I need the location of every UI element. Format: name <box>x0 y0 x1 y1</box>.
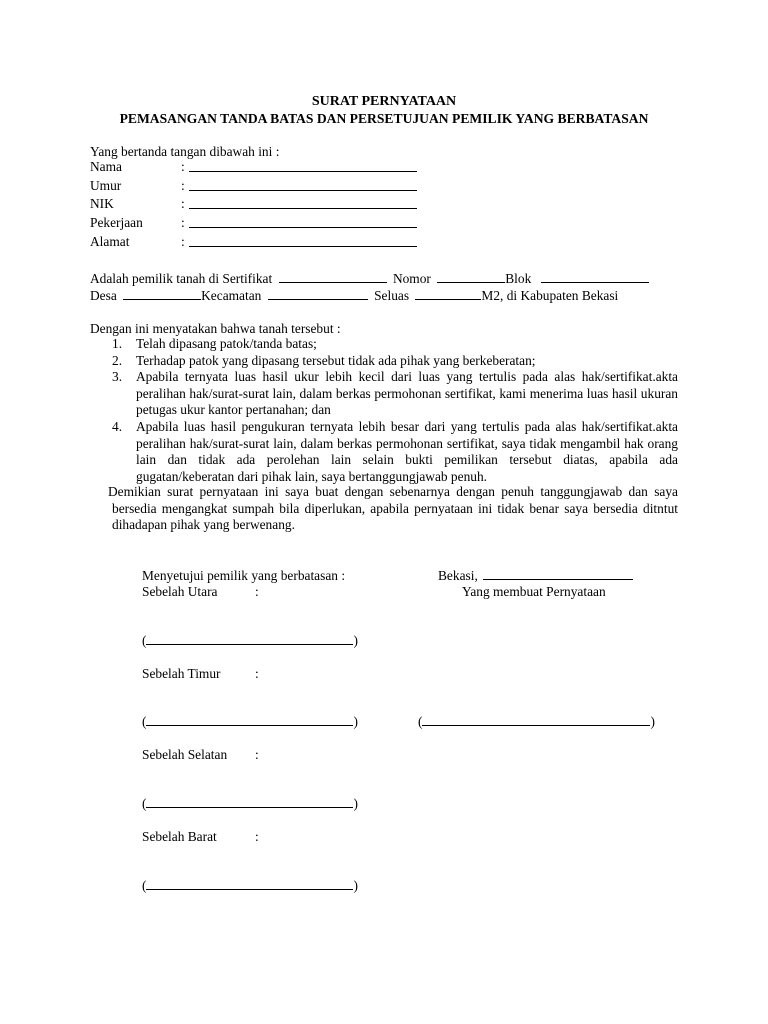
ownership-district-label: Kecamatan <box>201 288 262 303</box>
statement-intro: Dengan ini menyatakan bahwa tanah tersebut : <box>90 321 341 336</box>
field-colon: : <box>181 196 185 211</box>
closing-paragraph: Demikian surat pernyataan ini saya buat dengan sebenarnya dengan penuh tanggungjawab dan saya bersedia mengangkat sumpah bila diperlukan, apabila pernyataan ini tidak benar saya bersedia ditntut dihadapan pihak yang berwenang. <box>108 484 678 533</box>
list-number: 4. <box>112 418 123 434</box>
list-text: Apabila luas hasil pengukuran ternyata lebih besar dari yang tertulis pada alas hak/sertifikat.akta peralihan hak/surat-surat lain, dalam berkas permohonan sertifikat, saya tidak mengambil hak orang lain dan tidak ada perolehan lain selain bukti pemilikan tersebut diatas, apabila ada gugatan/keberatan dari pihak lain, saya bertanggungjawab penuh. <box>136 418 678 484</box>
certificate-blank <box>279 270 387 283</box>
block-blank <box>541 270 649 283</box>
paren-close: ) <box>650 714 655 729</box>
list-number: 3. <box>112 369 123 385</box>
field-nama <box>90 158 420 176</box>
signature-north <box>142 632 358 649</box>
field-colon: : <box>181 234 185 249</box>
approve-label: Menyetujui pemilik yang berbatasan : <box>142 568 346 583</box>
intro-text: Yang bertanda tangan dibawah ini : <box>90 144 280 159</box>
paren-open: ( <box>142 714 147 729</box>
neighbor-east-label: Sebelah Timur <box>142 666 221 681</box>
paren-close: ) <box>353 796 358 811</box>
neighbor-north-colon: : <box>255 584 259 599</box>
field-label: Alamat <box>90 234 130 249</box>
field-blank-line <box>189 190 417 191</box>
field-colon: : <box>181 178 185 193</box>
neighbor-west-colon: : <box>255 829 259 844</box>
paren-close: ) <box>353 714 358 729</box>
ownership-village-label: Desa <box>90 288 117 303</box>
ownership-block-label: Blok <box>505 271 532 286</box>
area-blank <box>415 287 481 300</box>
paren-open: ( <box>142 796 147 811</box>
list-item <box>112 419 678 485</box>
document-title: SURAT PERNYATAAN <box>311 94 457 109</box>
place-label: Bekasi, <box>438 568 478 583</box>
neighbor-east-colon: : <box>255 666 259 681</box>
field-alamat <box>90 233 420 251</box>
paren-open: ( <box>418 714 423 729</box>
field-colon: : <box>181 215 185 230</box>
field-blank-line <box>189 208 417 209</box>
maker-label: Yang membuat Pernyataan <box>462 584 606 599</box>
ownership-line-1 <box>90 270 649 287</box>
ownership-area-label: Seluas <box>374 288 410 303</box>
paren-close: ) <box>353 633 358 648</box>
signature-west <box>142 877 358 894</box>
place-date-line <box>438 567 633 584</box>
paren-open: ( <box>142 878 147 893</box>
list-item <box>112 369 678 419</box>
field-nik <box>90 195 420 213</box>
field-pekerjaan <box>90 214 420 232</box>
ownership-line-2 <box>90 287 618 304</box>
list-text: Apabila ternyata luas hasil ukur lebih kecil dari luas yang tertulis pada alas hak/sertifikat.akta peralihan hak/surat-surat lain, dalam berkas permohonan sertifikat, kami menerima luas hasil ukuran petugas ukur kantor pertanahan; dan <box>136 369 678 418</box>
neighbor-south-label: Sebelah Selatan <box>142 747 228 762</box>
field-colon: : <box>181 159 185 174</box>
ownership-certificate-label: Adalah pemilik tanah di Sertifikat <box>90 271 273 286</box>
neighbor-west-label: Sebelah Barat <box>142 829 217 844</box>
field-blank-line <box>189 171 417 172</box>
neighbor-south-colon: : <box>255 747 259 762</box>
paren-close: ) <box>353 878 358 893</box>
signature-maker <box>418 713 655 730</box>
list-item <box>112 353 678 370</box>
signature-east <box>142 713 358 730</box>
field-label: NIK <box>90 196 114 211</box>
neighbor-north-label: Sebelah Utara <box>142 584 218 599</box>
number-blank <box>437 270 505 283</box>
signature-line <box>146 795 353 808</box>
list-number: 2. <box>112 352 123 368</box>
list-text: Terhadap patok yang dipasang tersebut tidak ada pihak yang berkeberatan; <box>136 352 536 368</box>
list-number: 1. <box>112 336 123 351</box>
field-label: Umur <box>90 178 122 193</box>
field-umur <box>90 177 420 195</box>
district-blank <box>268 287 368 300</box>
ownership-number-label: Nomor <box>392 271 431 286</box>
statement-list <box>112 336 678 485</box>
field-blank-line <box>189 227 417 228</box>
signature-line <box>422 713 650 726</box>
field-blank-line <box>189 246 417 247</box>
field-label: Pekerjaan <box>90 215 143 230</box>
paren-open: ( <box>142 633 147 648</box>
field-label: Nama <box>90 159 122 174</box>
date-blank <box>483 567 633 580</box>
ownership-regency-text: M2, di Kabupaten Bekasi <box>481 288 619 303</box>
signature-line <box>146 713 353 726</box>
list-item <box>112 336 678 353</box>
document-subtitle: PEMASANGAN TANDA BATAS DAN PERSETUJUAN PEMILIK YANG BERBATASAN <box>119 111 649 126</box>
signature-south <box>142 795 358 812</box>
signature-line <box>146 632 353 645</box>
village-blank <box>123 287 201 300</box>
signature-line <box>146 877 353 890</box>
title-block <box>0 93 768 127</box>
list-text: Telah dipasang patok/tanda batas; <box>136 336 317 351</box>
